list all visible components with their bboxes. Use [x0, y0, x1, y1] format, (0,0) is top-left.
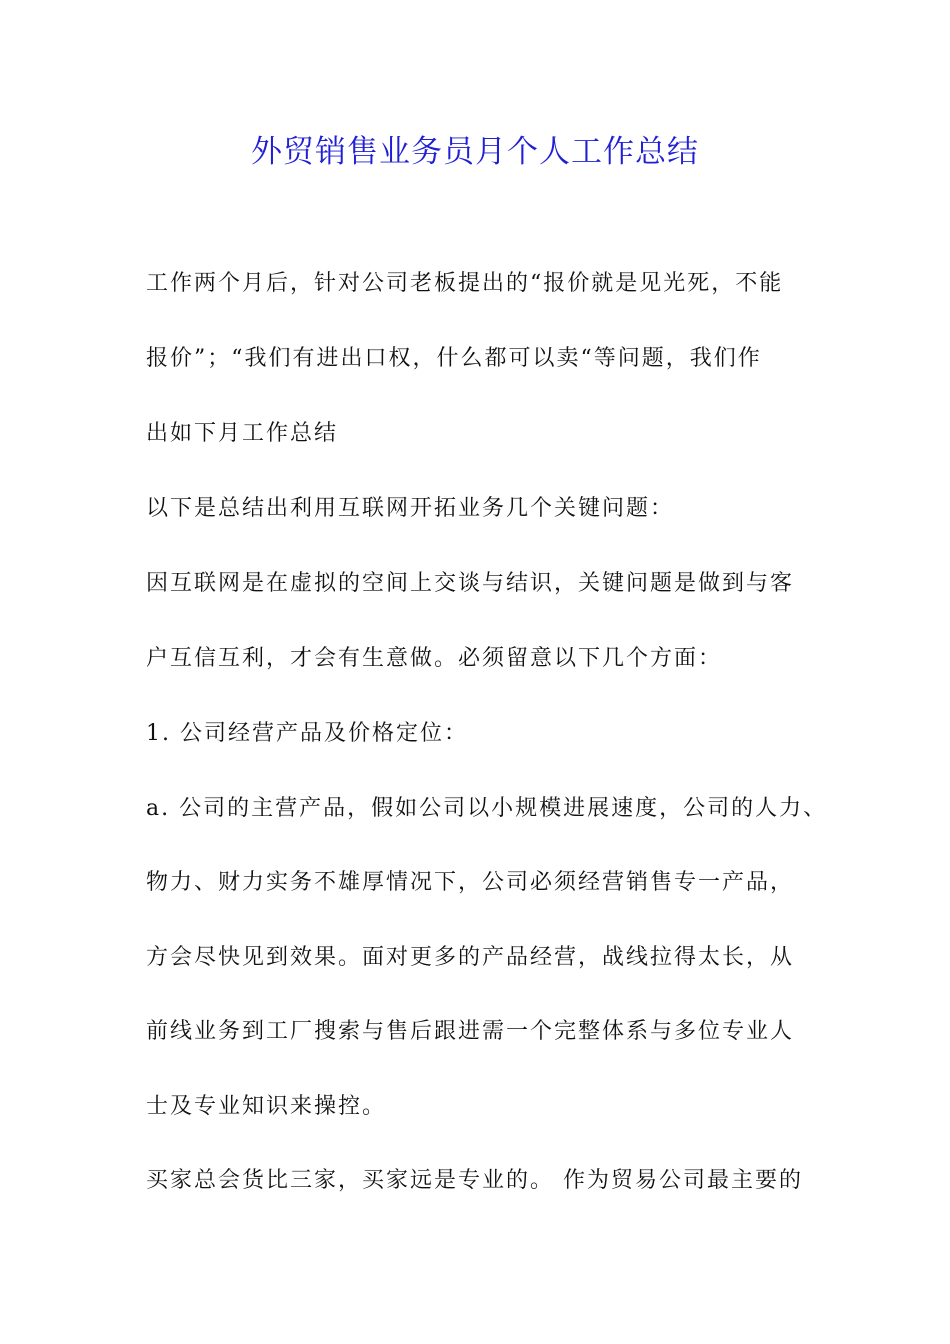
paragraph-line: 买家总会货比三家，买家远是专业的。 作为贸易公司最主要的: [146, 1168, 803, 1193]
paragraph-line: 户互信互利，才会有生意做。必须留意以下几个方面：: [146, 646, 723, 671]
document-title: 外贸销售业务员月个人工作总结: [251, 134, 699, 170]
paragraph-line: 因互联网是在虚拟的空间上交谈与结识，关键问题是做到与客: [146, 571, 795, 596]
paragraph-line: 物力、财力实务不雄厚情况下，公司必须经营销售专一产品，: [146, 870, 795, 895]
paragraph-line: 士及专业知识来操控。: [146, 1094, 387, 1119]
paragraph-line: 报价”；“我们有进出口权，什么都可以卖“等问题，我们作: [146, 346, 762, 371]
paragraph-line: 以下是总结出利用互联网开拓业务几个关键问题：: [146, 496, 675, 521]
list-heading: 1. 公司经营产品及价格定位：: [146, 721, 468, 746]
paragraph-line: 方会尽快见到效果。面对更多的产品经营，战线拉得太长，从: [146, 945, 795, 970]
paragraph-line: 前线业务到工厂搜索与售后跟进需一个完整体系与多位专业人: [146, 1019, 795, 1044]
paragraph-line: 工作两个月后，针对公司老板提出的“报价就是见光死，不能: [146, 271, 784, 296]
paragraph-line: a. 公司的主营产品，假如公司以小规模进展速度，公司的人力、: [146, 796, 828, 821]
paragraph-line: 出如下月工作总结: [146, 421, 339, 446]
